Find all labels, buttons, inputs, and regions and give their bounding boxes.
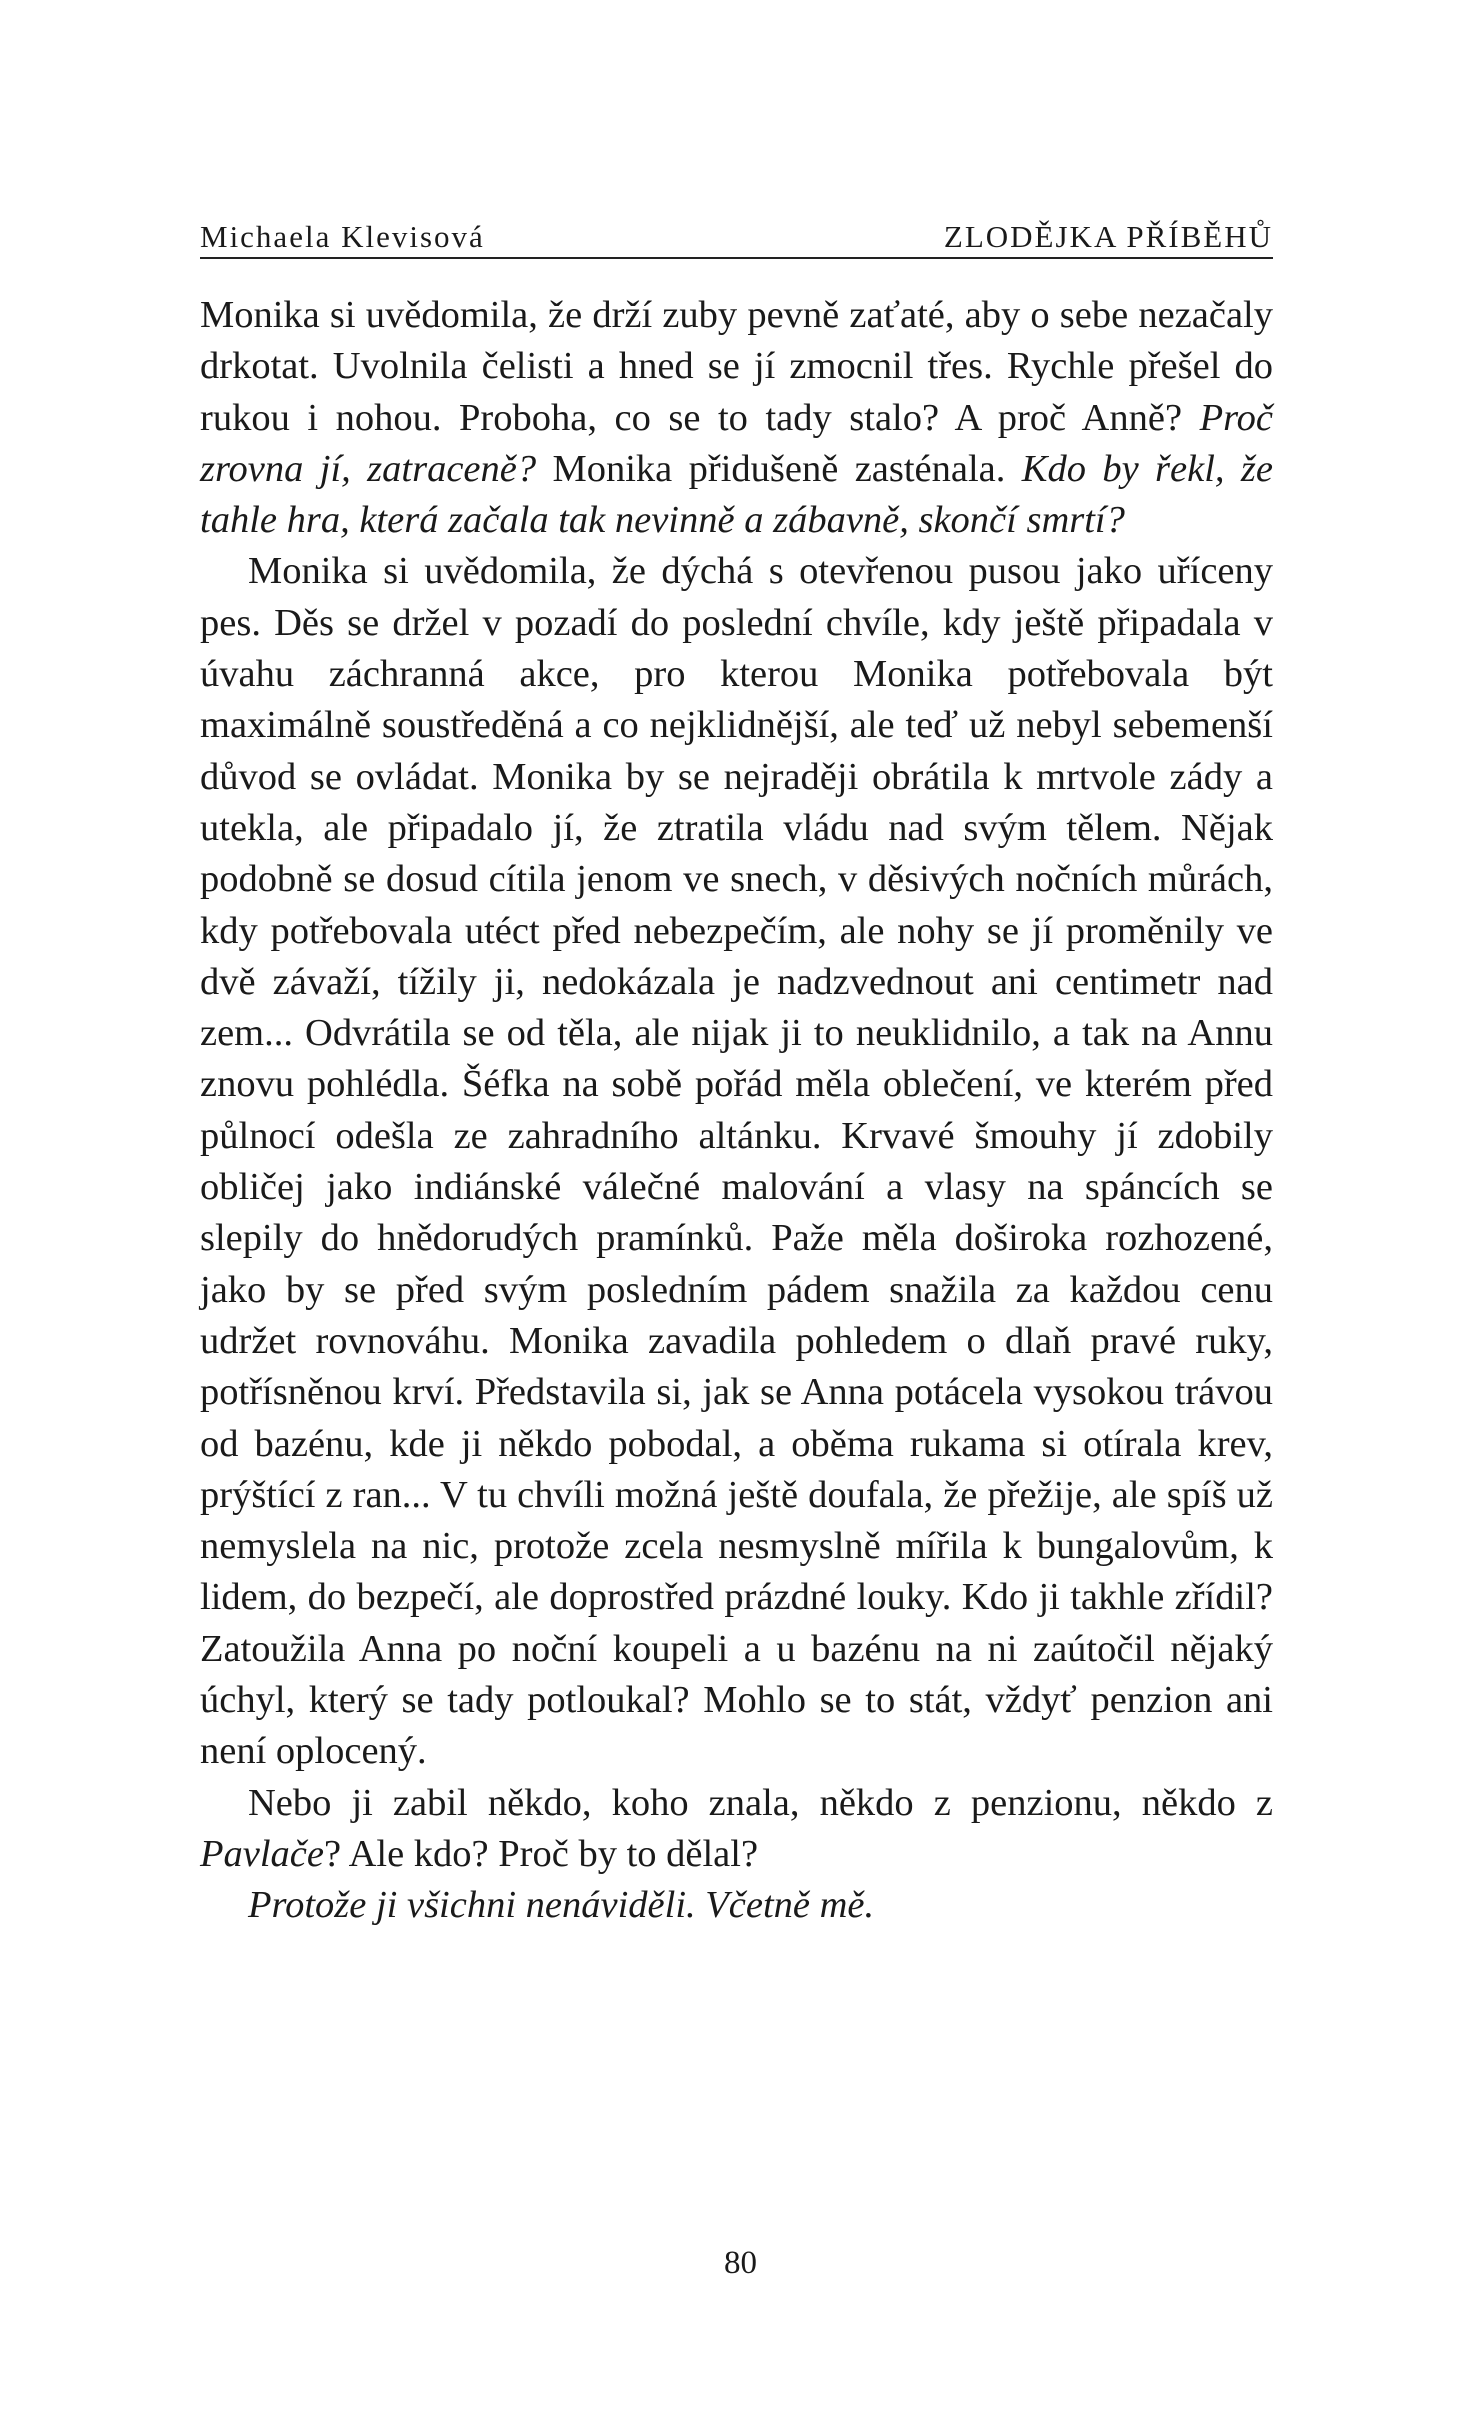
paragraph-1-segment-3: Monika přidušeně zasténala. [536, 447, 1022, 490]
running-head [200, 208, 1273, 252]
paragraph-3-segment-3: ? Ale kdo? Proč by to dělal? [323, 1832, 759, 1875]
running-head-title: ZLODĚJKA PŘÍBĚHŮ [943, 219, 1273, 254]
page-number: 80 [724, 2245, 757, 2281]
paragraph-1-segment-4: Kdo by řekl, že tahle hra, která začala tak nevinně a zábavně, skončí smrtí? [200, 447, 1273, 542]
body-text [200, 290, 1273, 1932]
paragraph-2 [200, 546, 1273, 1777]
paragraph-3-segment-2: Pavlače [200, 1832, 324, 1875]
paragraph-4 [200, 1880, 1273, 1931]
paragraph-3 [200, 1778, 1273, 1881]
paragraph-2-segment-1: Monika si uvědomila, že dýchá s otevřenou pusou jako uříceny pes. Děs se držel v pozadí do poslední chvíle, kdy ještě připadala v úvahu záchranná akce, pro kterou Monika potřebovala být maximálně soustředěná a co nejklidnější, ale teď už nebyl sebemenší důvod se ovládat. Monika by se nejraději obrátila k mrtvole zády a utekla, ale připadalo jí, že ztratila vládu nad svým tělem. Nějak podobně se dosud cítila jenom ve snech, v děsivých nočních můrách, kdy potřebovala utéct před nebezpečím, ale nohy se jí proměnily ve dvě závaží, tížily ji, nedokázala je nadzvednout ani centimetr nad zem... Odvrátila se od těla, ale nijak ji to neuklidnilo, a tak na Annu znovu pohlédla. Šéfka na sobě pořád měla oblečení, ve kterém před půlnocí odešla ze zahradního altánku. Krvavé šmouhy jí zdobily obličej jako indiánské válečné malování a vlasy na spáncích se slepily do hnědorudých pramínků. Paže měla doširoka rozhozené, jako by se před svým posledním pádem snažila za každou cenu udržet rovnováhu. Monika zavadila pohledem o dlaň pravé ruky, potřísněnou krví. Představila si, jak se Anna potácela vysokou trávou od bazénu, kde ji někdo pobodal, a oběma rukama si otírala krev, prýštící z ran... V tu chvíli možná ještě doufala, že přežije, ale spíš už nemyslela na nic, protože zcela nesmyslně mířila k bungalovům, k lidem, do bezpečí, ale doprostřed prázdné louky. Kdo ji takhle zřídil? Zatoužila Anna po noční koupeli a u bazénu na ni zaútočil nějaký úchyl, který se tady potloukal? Mohlo se to stát, vždyť penzion ani není oplocený. [200, 550, 1273, 1773]
paragraph-1 [200, 290, 1273, 546]
paragraph-3-segment-1: Nebo ji zabil někdo, koho znala, někdo z penzionu, někdo z [248, 1781, 1273, 1824]
paragraph-4-segment-1: Protože ji všichni nenáviděli. Včetně mě. [248, 1884, 875, 1927]
paragraph-1-segment-1: Monika si uvědomila, že drží zuby pevně zaťaté, aby o sebe nezačaly drkotat. Uvolnila čelisti a hned se jí zmocnil třes. Rychle přešel do rukou i nohou. Proboha, co se to tady stalo? A proč Anně? [200, 294, 1273, 439]
header-rule [200, 257, 1273, 259]
running-head-author: Michaela Klevisová [200, 219, 485, 254]
paragraph-1-segment-2: Proč zrovna jí, zatraceně? [200, 396, 1273, 490]
